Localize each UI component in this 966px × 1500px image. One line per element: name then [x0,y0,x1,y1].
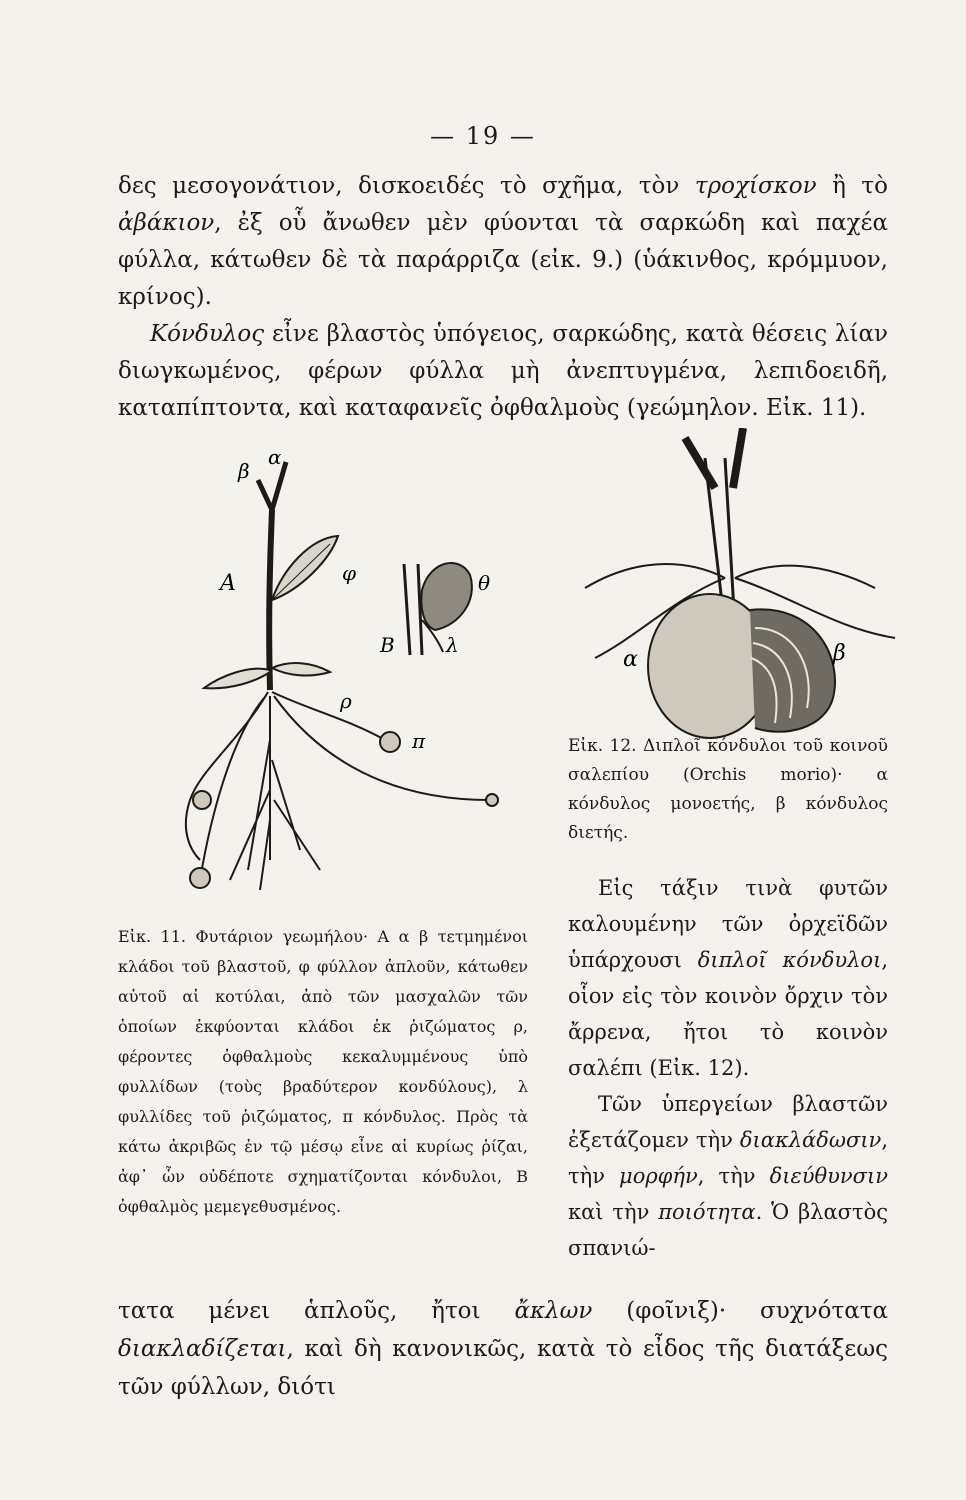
fig11-label-theta: θ [478,571,491,595]
text-run: Τῶν ὑπεργείων βλαστῶν ἐξετάζομεν τὴν [568,1092,888,1152]
intro-text [118,168,888,427]
figure-11-potato-seedling [160,440,540,910]
text-run: , τὴν [568,1128,888,1188]
text-run: , ἐξ οὗ ἄνωθεν μὲν φύονται τὰ σαρκώδη καὶ παχέα φύλλα, κάτωθεν δὲ τὰ παράρριζα (εἰκ. 9.) (ὑάκινθος, κρόμμυον, κρίνος). [118,210,888,310]
text-run: τατα μένει ἁπλοῦς, ἤτοι [118,1298,515,1324]
figure-11-caption: Εἰκ. 11. Φυτάριον γεωμήλου· Α α β τετμημένοι κλάδοι τοῦ βλαστοῦ, φ φύλλον ἁπλοῦν, κάτωθεν αὐτοῦ αἱ κοτύλαι, ἀπὸ τῶν μασχαλῶν τῶν ὁποίων ἐκφύονται κλάδοι ἐκ ῥιζώματος ρ, φέροντες ὀφθαλμοὺς κεκαλυμμένους ὑπὸ φυλλίδων (τοὺς βραδύτερον κονδύλους), λ φυλλίδες τοῦ ῥιζώματος, π κόνδυλος. Πρὸς τὰ κάτω ἀκριβῶς ἐν τῷ μέσῳ εἶνε αἱ κυρίως ῥίζαι, ἀφ᾽ ὧν οὐδέποτε σχηματίζονται κόνδυλοι, Β ὀφθαλμὸς μεμεγεθυσμένος. [118,927,528,1216]
fig11-label-A: Α [220,571,236,596]
fig11-label-rho: ρ [340,689,352,713]
term-dieythynsis: διεύθυνσιν [769,1164,888,1188]
text-run: Εἰς τάξιν τινὰ φυτῶν καλουμένην τῶν ὀρχεϊδῶν ὑπάρχουσι [568,876,888,972]
term-morfi: μορφήν [619,1164,698,1188]
right-column-text [568,870,888,1266]
intro-paragraph-1 [118,168,888,316]
fig11-label-b: β [238,459,250,483]
fig12-label-a: α [623,647,638,672]
page-number: — 19 — [430,122,536,150]
term-poiotita: ποιότητα [658,1200,756,1224]
fig12-label-b: β [833,641,846,666]
right-paragraph-1 [568,870,888,1086]
term-abakion: ἀβάκιον [118,210,215,236]
fig11-label-a: α [268,445,282,469]
right-paragraph-2 [568,1086,888,1266]
figure-12-orchid-tubers [575,428,905,743]
closing-text [118,1292,888,1406]
term-kondylos: Κόνδυλος [150,321,265,347]
text-run: εἶνε βλαστὸς ὑπόγειος, σαρκώδης, κατὰ θέσεις λίαν διωγκωμένος, φέρων φύλλα μὴ ἀνεπτυγμένα, λεπιδοειδῆ, καταπίπτοντα, καὶ καταφανεῖς ὀφθαλμοὺς (γεώμηλον. Εἰκ. 11). [118,321,888,421]
text-run: , τὴν [697,1164,770,1188]
fig11-label-phi: φ [342,561,357,585]
text-run: ἢ τὸ [816,173,889,199]
text-run: , καὶ δὴ κανονικῶς, κατὰ τὸ εἶδος τῆς διατάξεως τῶν φύλλων, διότι [118,1336,888,1400]
fig11-label-B: Β [380,633,395,657]
term-diakladosis: διακλάδωσιν [739,1128,882,1152]
term-trochiskos: τροχίσκον [694,173,817,199]
intro-paragraph-2 [118,316,888,427]
text-run: , οἷον εἰς τὸν κοινὸν ὄρχιν τὸν ἄρρενα, ἤτοι τὸ κοινὸν σαλέπι (Εἰκ. 12). [568,948,888,1080]
text-run: . Ὁ βλαστὸς σπανιώ- [568,1200,888,1260]
term-diakladizetai: διακλαδίζεται [118,1336,287,1362]
fig11-label-pi: π [412,729,426,753]
figure-12-caption: Εἰκ. 12. Διπλοῖ κόνδυλοι τοῦ κοινοῦ σαλεπίου (Orchis morio)· α κόνδυλος μονοετής, β κόνδυλος διετής. [568,736,888,843]
text-run: δες μεσογονάτιον, δισκοειδές τὸ σχῆμα, τὸν [118,173,695,199]
term-diploi-kondyloi: διπλοῖ κόνδυλοι [697,948,882,972]
text-run: (φοῖνιξ)· συχνότατα [592,1298,888,1324]
term-aklon: ἄκλων [514,1298,593,1324]
text-run: καὶ τὴν [568,1200,659,1224]
fig11-label-lambda: λ [446,633,459,657]
